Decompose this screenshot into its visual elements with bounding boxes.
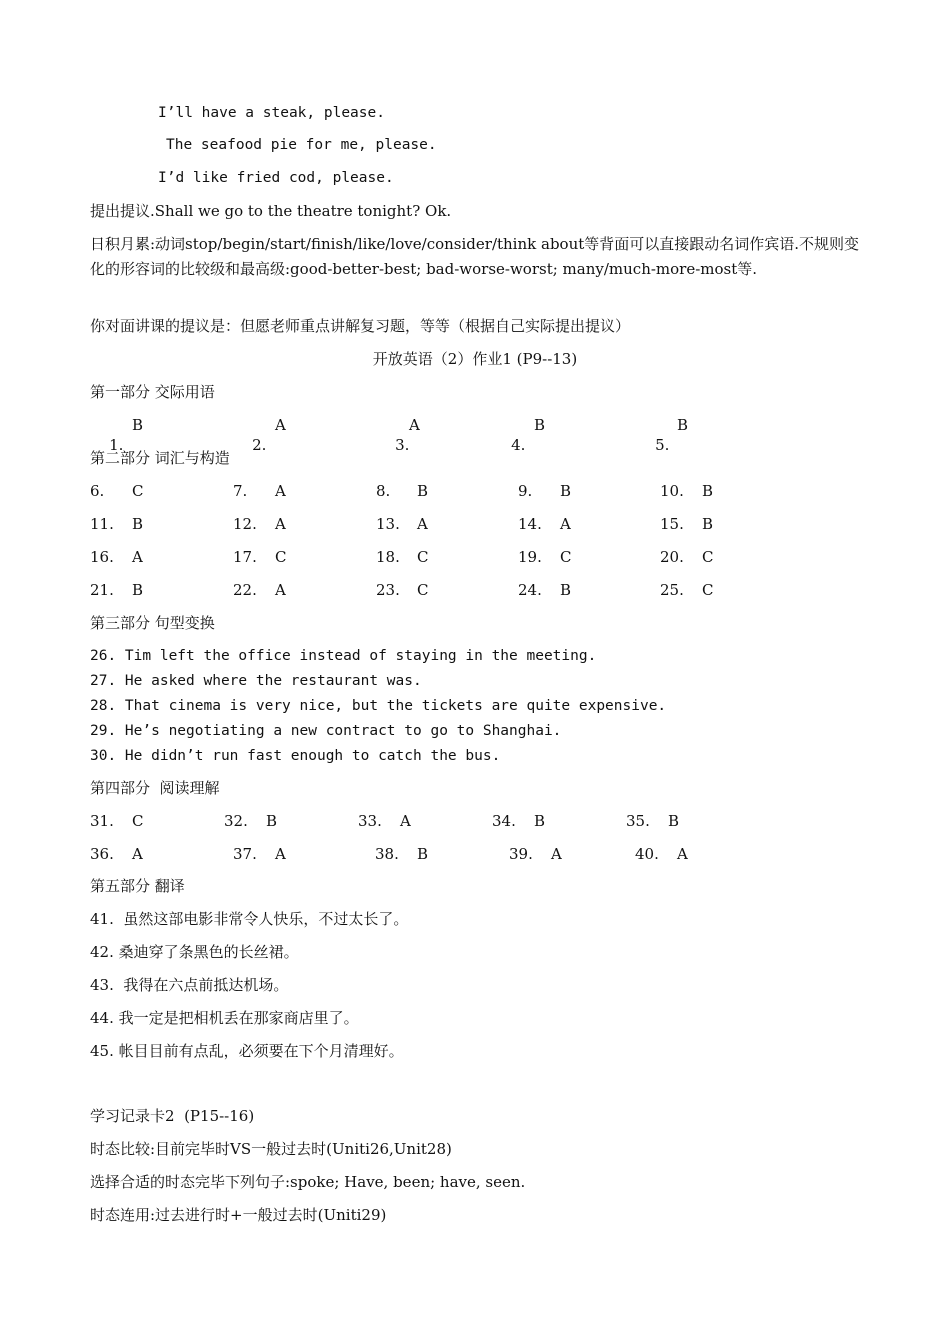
answer-item: [376, 514, 428, 534]
translation-line: 41. 虽然这部电影非常令人快乐，不过太长了。: [90, 910, 409, 928]
sentence-line: 26. Tim left the office instead of staying in the meeting.: [90, 648, 597, 664]
answer-number: 1.: [109, 436, 124, 454]
answer-letter: A: [275, 482, 286, 500]
answer-item: [233, 844, 286, 864]
answer-number: 3.: [395, 436, 410, 454]
answer-item: [233, 547, 287, 567]
answer-number: 9.: [518, 482, 533, 500]
answer-letter: C: [702, 581, 714, 599]
answer-item: [376, 481, 429, 501]
record-card-line: 选择合适的时态完毕下列句子:spoke; Have, been; have, seen.: [90, 1173, 526, 1191]
answer-letter: C: [417, 581, 429, 599]
answer-number: 33.: [358, 812, 382, 830]
sentence-line: 27. He asked where the restaurant was.: [90, 673, 422, 689]
translation-line: 45. 帐目目前有点乱，必须要在下个月清理好。: [90, 1042, 404, 1060]
answer-letter: B: [702, 515, 714, 533]
answer-item: [90, 547, 143, 567]
answer-number: 4.: [511, 436, 526, 454]
answer-item: [660, 514, 714, 534]
answer-letter: A: [551, 845, 562, 863]
answer-letter: B: [132, 416, 144, 434]
answer-number: 24.: [518, 581, 542, 599]
answer-letter: B: [668, 812, 680, 830]
phrase-line: The seafood pie for me, please.: [166, 137, 437, 153]
answer-number: 39.: [509, 845, 533, 863]
answer-letter: A: [275, 845, 286, 863]
answer-letter: C: [560, 548, 572, 566]
answer-number: 38.: [375, 845, 399, 863]
answer-number: 32.: [224, 812, 248, 830]
sentence-line: 29. He’s negotiating a new contract to go to Shanghai.: [90, 723, 562, 739]
answer-number: 20.: [660, 548, 684, 566]
answer-item: [233, 580, 286, 600]
section-title: 第二部分 词汇与构造: [90, 449, 230, 467]
answer-letter: B: [266, 812, 278, 830]
answer-item: [660, 481, 714, 501]
answer-item: [660, 580, 714, 600]
answer-letter: A: [560, 515, 571, 533]
answer-item: [375, 844, 429, 864]
answer-item: [518, 514, 571, 534]
phrase-line: I’d like fried cod, please.: [158, 170, 394, 186]
answer-item: [660, 547, 714, 567]
section-title: 第四部分 阅读理解: [90, 779, 220, 797]
answer-item: [233, 415, 286, 475]
answer-letter: A: [417, 515, 428, 533]
translation-line: 43. 我得在六点前抵达机场。: [90, 976, 289, 994]
answer-item: [518, 481, 572, 501]
answer-item: [492, 415, 546, 475]
answer-number: 11.: [90, 515, 114, 533]
answer-letter: B: [534, 416, 546, 434]
answer-item: [518, 580, 572, 600]
answer-letter: A: [132, 845, 143, 863]
sentence-line: 30. He didn’t run fast enough to catch the bus.: [90, 748, 501, 764]
answer-item: [376, 547, 429, 567]
answer-number: 14.: [518, 515, 542, 533]
answer-item: [358, 811, 411, 831]
answer-number: 22.: [233, 581, 257, 599]
answer-number: 5.: [655, 436, 670, 454]
answer-number: 21.: [90, 581, 114, 599]
answer-number: 18.: [376, 548, 400, 566]
answer-item: [509, 844, 562, 864]
answer-letter: A: [409, 416, 420, 434]
answer-item: [518, 547, 572, 567]
answer-letter: A: [275, 416, 286, 434]
answer-letter: C: [417, 548, 429, 566]
answer-item: [90, 580, 144, 600]
answer-letter: B: [417, 482, 429, 500]
answer-number: 23.: [376, 581, 400, 599]
answer-letter: A: [677, 845, 688, 863]
section-title: 第三部分 句型变换: [90, 614, 215, 632]
phrase-line: I’ll have a steak, please.: [158, 105, 385, 121]
section-title: 第一部分 交际用语: [90, 383, 215, 401]
answer-letter: A: [275, 581, 286, 599]
answer-number: 19.: [518, 548, 542, 566]
answer-letter: B: [132, 581, 144, 599]
answer-number: 34.: [492, 812, 516, 830]
answer-letter: B: [560, 482, 572, 500]
answer-number: 10.: [660, 482, 684, 500]
answer-item: [90, 514, 144, 534]
answer-number: 15.: [660, 515, 684, 533]
answer-item: [90, 811, 144, 831]
answer-number: 8.: [376, 482, 391, 500]
answer-number: 31.: [90, 812, 114, 830]
record-card-title: 学习记录卡2 (P15--16): [90, 1107, 255, 1125]
answer-letter: B: [677, 416, 689, 434]
record-card-line: 时态比较:目前完毕时VS一般过去时(Uniti26,Unit28): [90, 1140, 452, 1158]
answer-number: 7.: [233, 482, 248, 500]
answer-item: [626, 811, 680, 831]
answer-letter: C: [132, 482, 144, 500]
answer-number: 13.: [376, 515, 400, 533]
section-title: 第五部分 翻译: [90, 877, 185, 895]
answer-letter: A: [275, 515, 286, 533]
answer-number: 35.: [626, 812, 650, 830]
record-card-line: 时态连用:过去进行时+一般过去时(Uniti29): [90, 1206, 387, 1224]
answer-number: 36.: [90, 845, 114, 863]
answer-letter: B: [417, 845, 429, 863]
translation-line: 44. 我一定是把相机丢在那家商店里了。: [90, 1009, 359, 1027]
answer-item: [492, 811, 546, 831]
answer-letter: B: [702, 482, 714, 500]
answer-number: 37.: [233, 845, 257, 863]
answer-letter: A: [132, 548, 143, 566]
answer-item: [90, 481, 144, 501]
sentence-line: 28. That cinema is very nice, but the tickets are quite expensive.: [90, 698, 667, 714]
answer-number: 2.: [252, 436, 267, 454]
answer-letter: C: [275, 548, 287, 566]
answer-letter: A: [400, 812, 411, 830]
answer-number: 40.: [635, 845, 659, 863]
answer-item: [224, 811, 278, 831]
answer-number: 6.: [90, 482, 105, 500]
answer-letter: B: [132, 515, 144, 533]
answer-letter: C: [132, 812, 144, 830]
answer-letter: B: [560, 581, 572, 599]
answer-number: 12.: [233, 515, 257, 533]
answer-letter: C: [702, 548, 714, 566]
suggestion-line: 提出提议.Shall we go to the theatre tonight? Ok.: [90, 202, 452, 220]
lecture-suggestion: 你对面讲课的提议是：但愿老师重点讲解复习题，等等（根据自己实际提出提议）: [90, 317, 631, 335]
translation-line: 42. 桑迪穿了条黑色的长丝裙。: [90, 943, 299, 961]
answer-number: 25.: [660, 581, 684, 599]
accumulation-paragraph: 日积月累:动词stop/begin/start/finish/like/love/consider/think about等背面可以直接跟动名词作宾语.不规则变化的形容词的比较级和最高级:good-better-best; bad-worse-worst; many/much-more-most等.: [90, 235, 860, 278]
answer-item: [635, 844, 688, 864]
answer-item: [90, 844, 143, 864]
answer-item: [636, 415, 689, 475]
answer-item: [233, 514, 286, 534]
answer-item: [376, 580, 429, 600]
answer-number: 17.: [233, 548, 257, 566]
answer-item: [376, 415, 420, 475]
answer-number: 16.: [90, 548, 114, 566]
answer-item: [233, 481, 286, 501]
homework-title: 开放英语（2）作业1 (P9--13): [372, 350, 578, 368]
answer-letter: B: [534, 812, 546, 830]
